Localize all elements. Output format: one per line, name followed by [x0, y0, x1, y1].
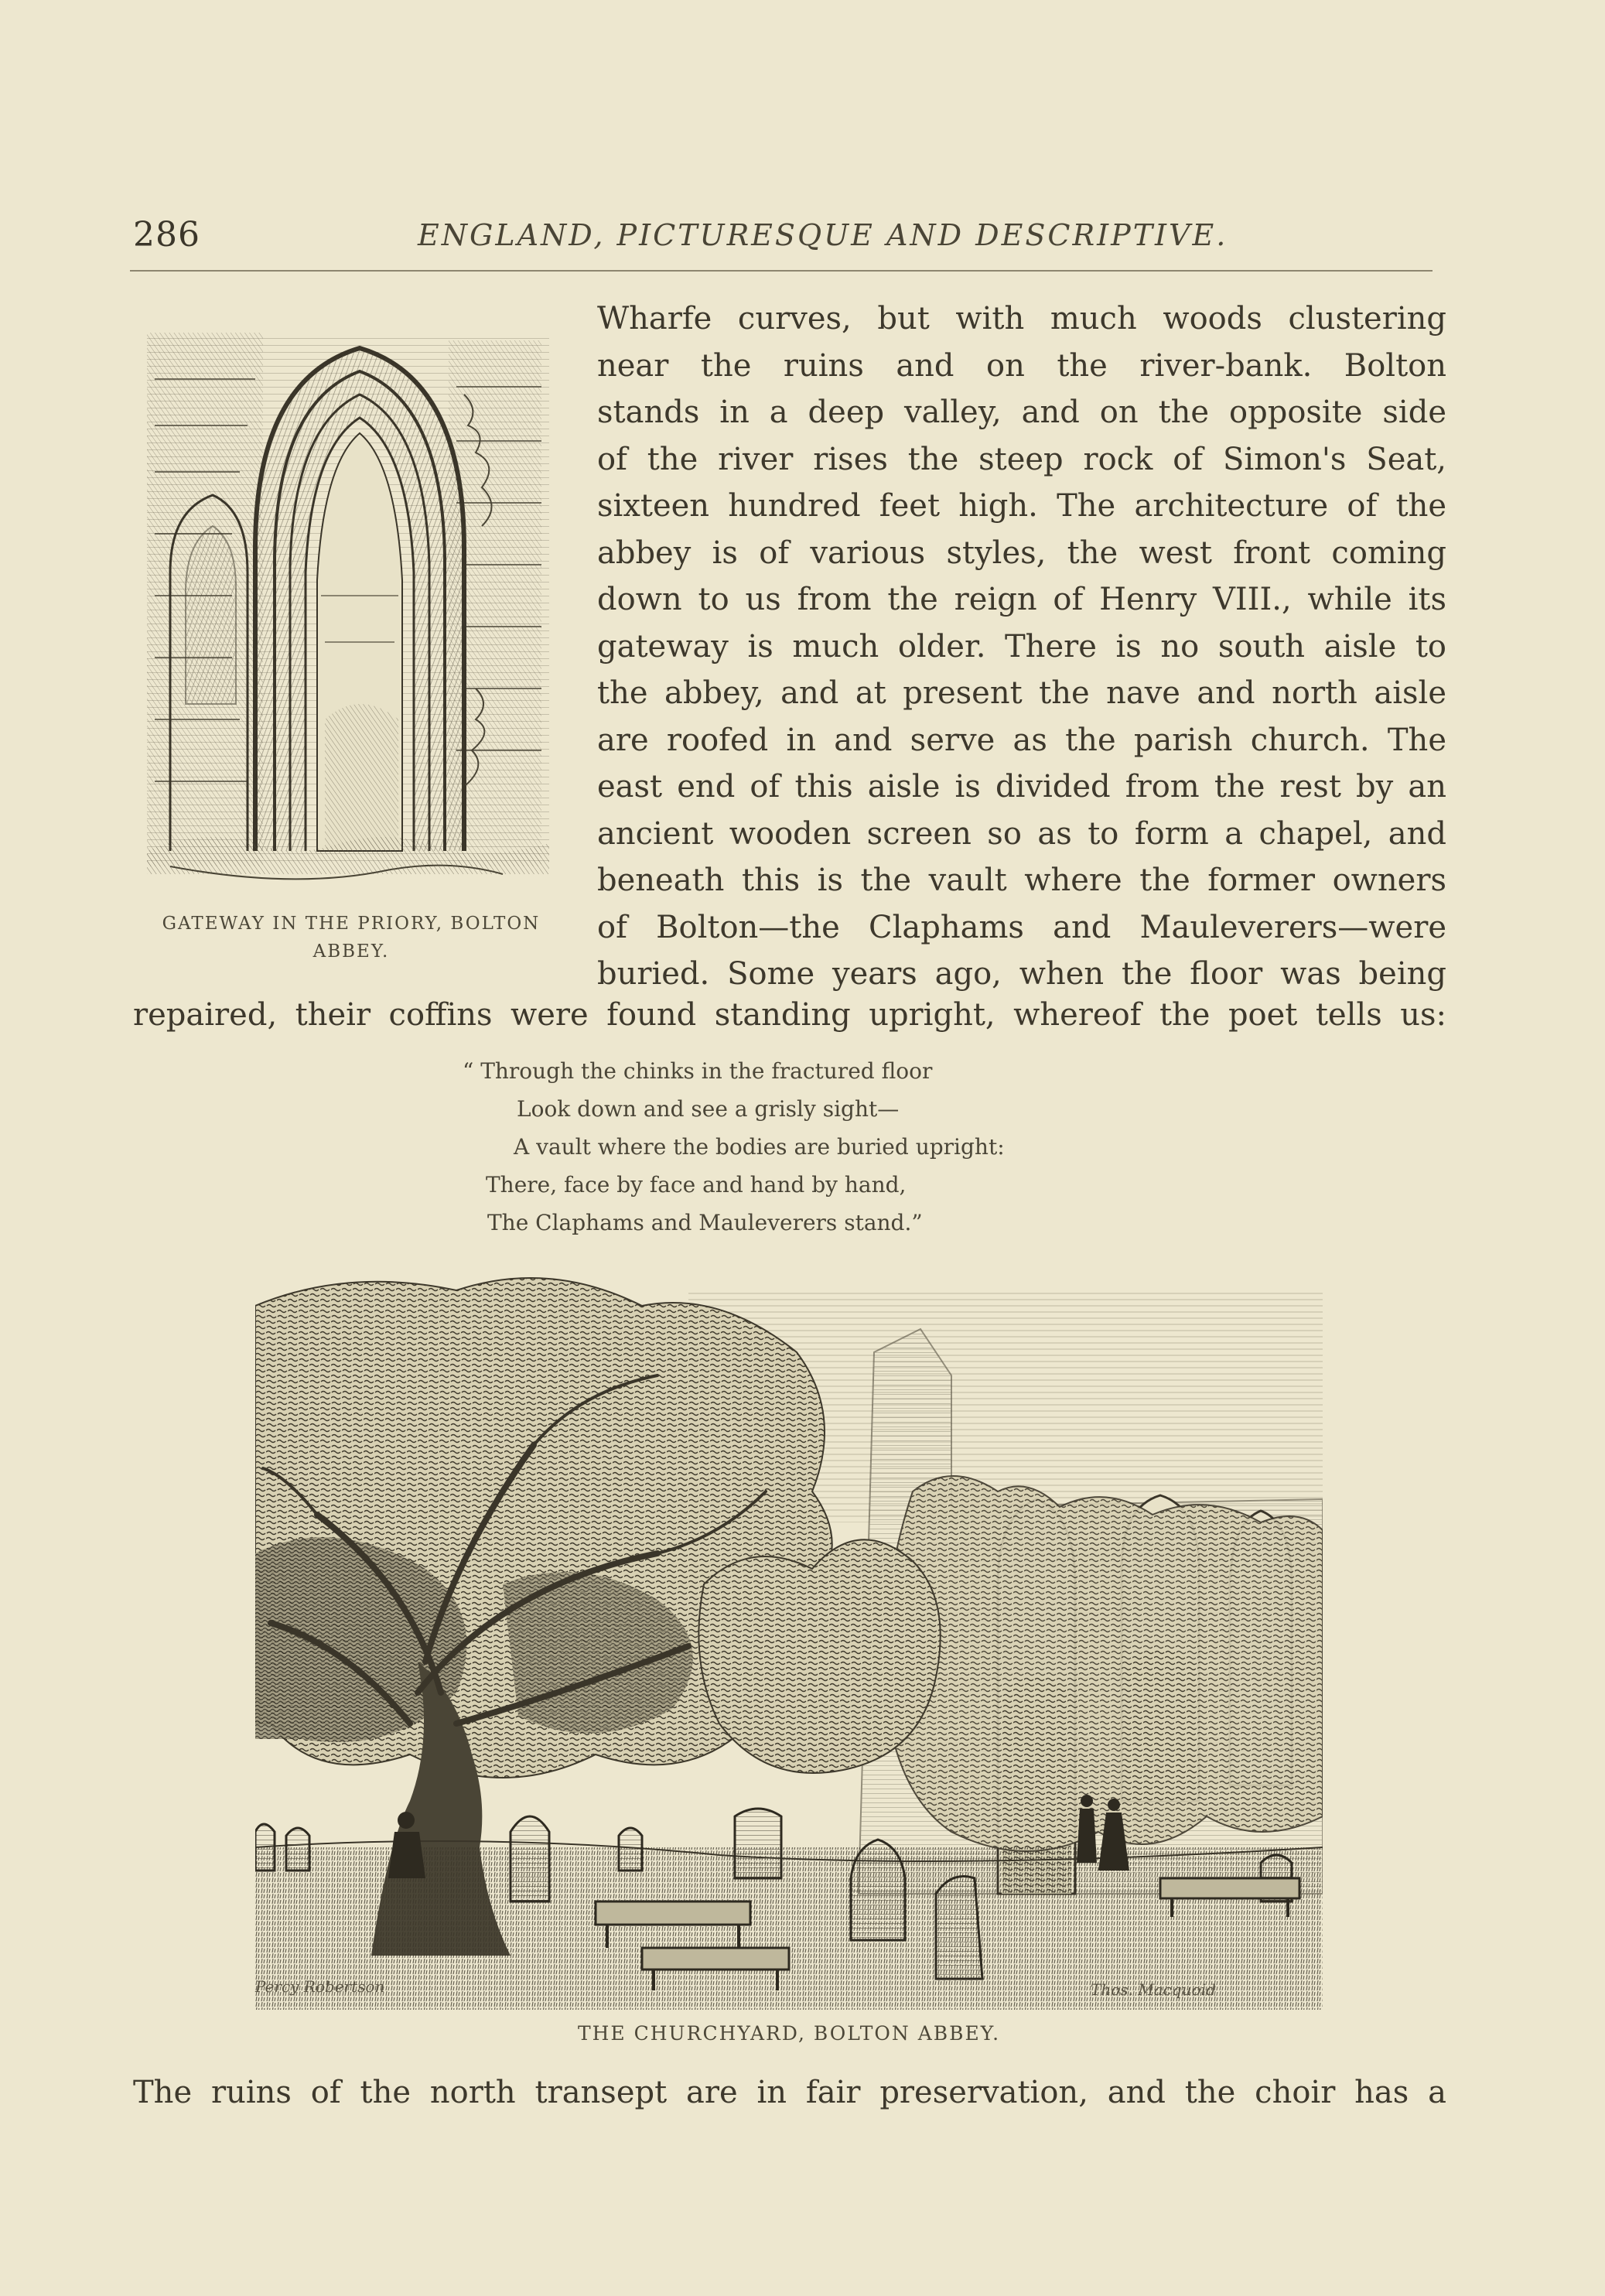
body-line: down to us from the reign of Henry VIII., while its — [597, 582, 1446, 617]
body-line: Wharfe curves, but with much woods clustering — [597, 301, 1446, 337]
poem-line: A vault where the bodies are buried upright: — [514, 1134, 1005, 1160]
page-number: 286 — [133, 215, 200, 255]
body-line: the abbey, and at present the nave and north aisle — [597, 675, 1446, 711]
poem-line: Look down and see a grisly sight— — [517, 1096, 900, 1122]
gateway-caption: GATEWAY IN THE PRIORY, BOLTON ABBEY. — [162, 914, 541, 962]
body-line: stands in a deep valley, and on the opposite side — [597, 395, 1446, 430]
poem-line: “ Through the chinks in the fractured floor — [463, 1058, 933, 1084]
body-line: gateway is much older. There is no south aisle to — [597, 628, 1446, 665]
header-rule — [130, 270, 1433, 272]
engraver-signature-right: Thos. Macquoid — [1091, 1980, 1216, 1999]
body-text-full-line: repaired, their coffins were found standing upright, whereof the poet tells us: — [133, 997, 1446, 1033]
churchyard-illustration — [255, 1259, 1323, 2010]
engraver-signature-left: Percy Robertson — [255, 1977, 385, 1996]
body-line: sixteen hundred feet high. The architecture of the — [597, 488, 1446, 524]
body-text-last-line: The ruins of the north transept are in fair preservation, and the choir has a — [133, 2075, 1446, 2110]
body-line: east end of this aisle is divided from the rest by an — [597, 769, 1446, 805]
churchyard-caption: THE CHURCHYARD, BOLTON ABBEY. — [577, 2022, 1001, 2045]
body-line: near the ruins and on the river-bank. Bolton — [597, 347, 1446, 384]
body-line: beneath this is the vault where the former owners — [597, 863, 1446, 898]
gateway-illustration — [139, 317, 557, 893]
running-title: ENGLAND, PICTURESQUE AND DESCRIPTIVE. — [418, 218, 1228, 252]
poem-line: The Claphams and Mauleverers stand.” — [487, 1210, 923, 1235]
body-line: of Bolton—the Claphams and Mauleverers—were — [597, 909, 1446, 945]
body-line: of the river rises the steep rock of Simon's Seat, — [597, 441, 1446, 477]
body-line: are roofed in and serve as the parish church. The — [597, 722, 1446, 758]
poem-line: There, face by face and hand by hand, — [486, 1172, 907, 1198]
poem-quotation — [463, 1052, 1159, 1242]
body-line: ancient wooden screen so as to form a chapel, and — [597, 815, 1446, 852]
body-line: buried. Some years ago, when the floor was being — [597, 956, 1446, 992]
body-text-right-column — [597, 296, 1446, 998]
body-line: abbey is of various styles, the west front coming — [597, 535, 1446, 571]
